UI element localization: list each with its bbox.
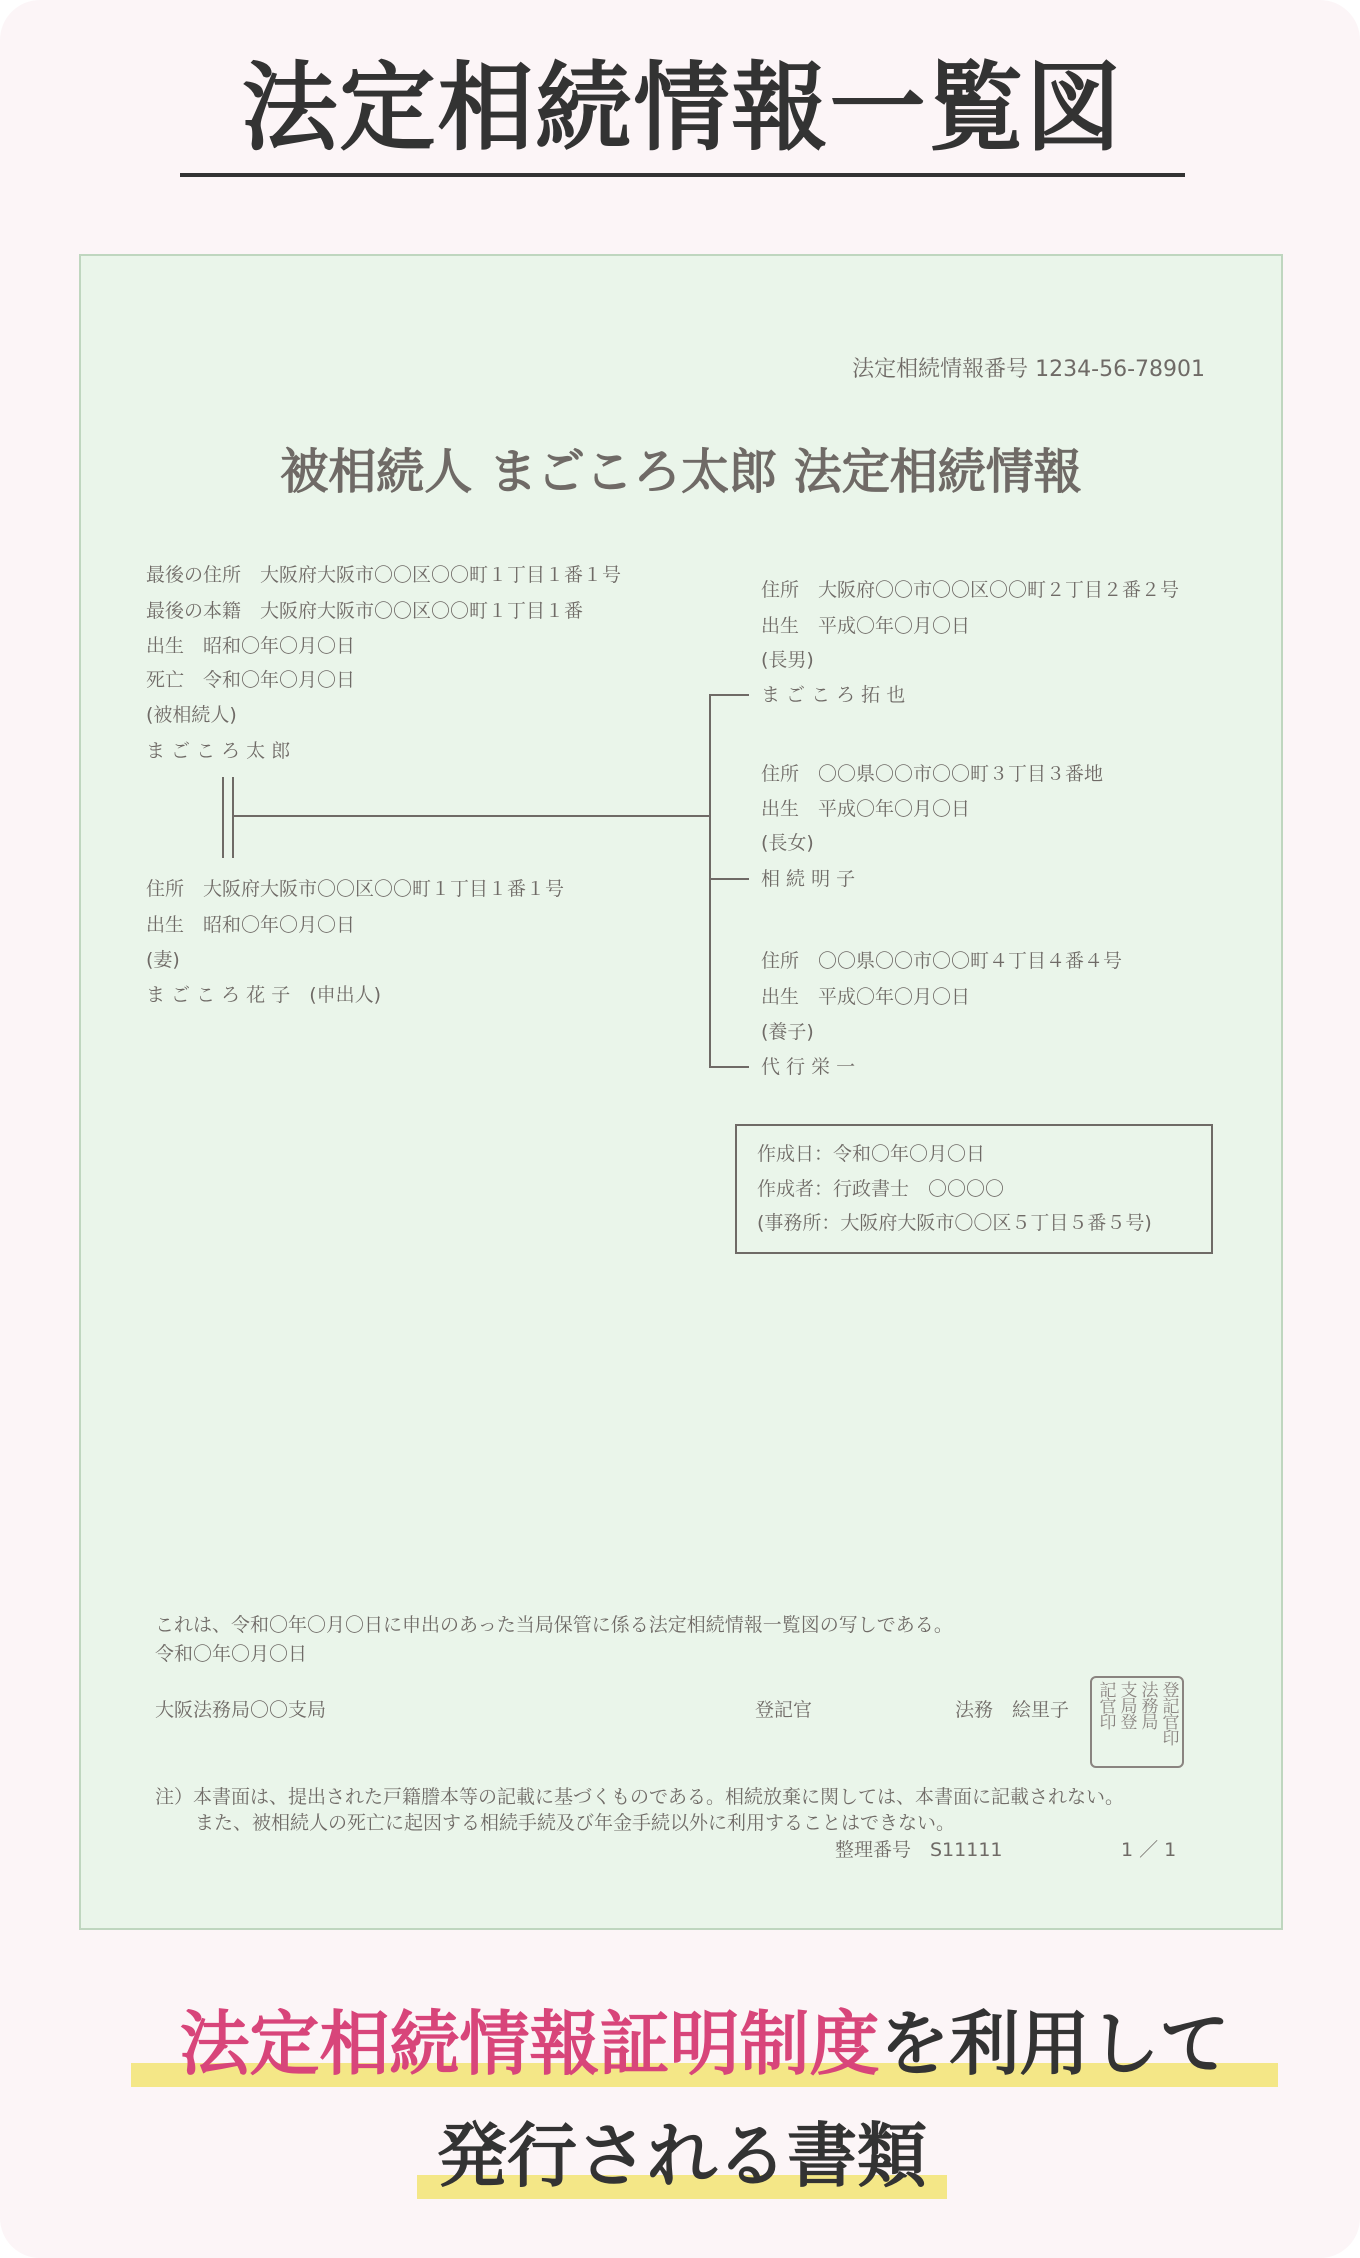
preparer-date: 作成日：令和〇年〇月〇日 (757, 1143, 986, 1165)
legal-affairs-office: 大阪法務局〇〇支局 (155, 1699, 327, 1721)
decedent-birth: 出生 昭和〇年〇月〇日 (146, 635, 356, 657)
child-branch-2 (709, 878, 749, 880)
marriage-line-right (232, 777, 234, 858)
certification-statement: これは、令和〇年〇月〇日に申出のあった当局保管に係る法定相続情報一覧図の写しである。 (155, 1614, 953, 1636)
preparer-box (735, 1124, 1213, 1254)
spouse-birth: 出生 昭和〇年〇月〇日 (146, 914, 356, 936)
certification-date: 令和〇年〇月〇日 (155, 1643, 308, 1665)
child-birth: 出生 平成〇年〇月〇日 (761, 798, 971, 820)
caption-line-2: 発行される書類 (437, 2115, 927, 2197)
registrar-label: 登記官 (755, 1699, 813, 1721)
caption-emphasis: 法定相続情報証明制度 (179, 2003, 880, 2085)
child-relation: (長女) (761, 832, 814, 854)
decedent-last-domicile: 最後の本籍 大阪府大阪市〇〇区〇〇町１丁目１番 (146, 600, 584, 622)
decedent-name: ま ご こ ろ 太 郎 (146, 740, 291, 762)
seal-text: 支局登 (1116, 1681, 1137, 1729)
decedent-relation: (被相続人) (146, 704, 237, 726)
child-birth: 出生 平成〇年〇月〇日 (761, 615, 971, 637)
registrar-name: 法務 絵里子 (955, 1699, 1070, 1721)
inheritance-chart-document (79, 254, 1283, 1930)
certificate-number: 法定相続情報番号 1234-56-78901 (852, 357, 1205, 382)
title-underline (180, 173, 1185, 177)
descendant-connector (232, 815, 709, 817)
seal-text: 記官印 (1095, 1681, 1116, 1729)
child-address: 住所 〇〇県〇〇市〇〇町４丁目４番４号 (761, 950, 1123, 972)
seal-text: 登記官印 (1158, 1681, 1179, 1745)
child-name: 相 続 明 子 (761, 868, 856, 890)
child-name: 代 行 栄 一 (761, 1056, 856, 1078)
spouse-name: ま ご こ ろ 花 子 (申出人) (146, 984, 382, 1006)
document-title: 被相続人 まごころ太郎 法定相続情報 (280, 444, 1082, 500)
note-line-2: また、被相続人の死亡に起因する相続手続及び年金手続以外に利用することはできない。 (195, 1812, 956, 1834)
page-title: 法定相続情報一覧図 (241, 52, 1124, 164)
preparer-author: 作成者：行政書士 〇〇〇〇 (757, 1178, 1005, 1200)
child-branch-3 (709, 1066, 749, 1068)
child-relation: (長男) (761, 649, 814, 671)
spouse-relation: (妻) (146, 949, 180, 971)
children-vertical-line (709, 694, 711, 1067)
decedent-last-address: 最後の住所 大阪府大阪市〇〇区〇〇町１丁目１番１号 (146, 564, 622, 586)
note-line-1: 注）本書面は、提出された戸籍謄本等の記載に基づくものである。相続放棄に関しては、本書面に記載されない。 (155, 1786, 1125, 1808)
child-address: 住所 〇〇県〇〇市〇〇町３丁目３番地 (761, 763, 1104, 785)
child-birth: 出生 平成〇年〇月〇日 (761, 986, 971, 1008)
preparer-office: (事務所：大阪府大阪市〇〇区５丁目５番５号) (757, 1212, 1152, 1234)
caption-rest: を利用して (879, 2003, 1230, 2085)
child-relation: (養子) (761, 1021, 814, 1043)
child-branch-1 (709, 694, 749, 696)
seal-text: 法務局 (1137, 1681, 1158, 1729)
decedent-death: 死亡 令和〇年〇月〇日 (146, 669, 356, 691)
child-name: ま ご こ ろ 拓 也 (761, 684, 906, 706)
caption-line-1 (131, 2004, 1278, 2084)
official-seal-stamp (1090, 1676, 1184, 1768)
spouse-address: 住所 大阪府大阪市〇〇区〇〇町１丁目１番１号 (146, 878, 565, 900)
child-address: 住所 大阪府〇〇市〇〇区〇〇町２丁目２番２号 (761, 579, 1180, 601)
page-indicator: 1 ／ 1 (1121, 1839, 1177, 1861)
marriage-line-left (222, 777, 224, 858)
reference-number: 整理番号 S11111 (835, 1839, 1003, 1861)
